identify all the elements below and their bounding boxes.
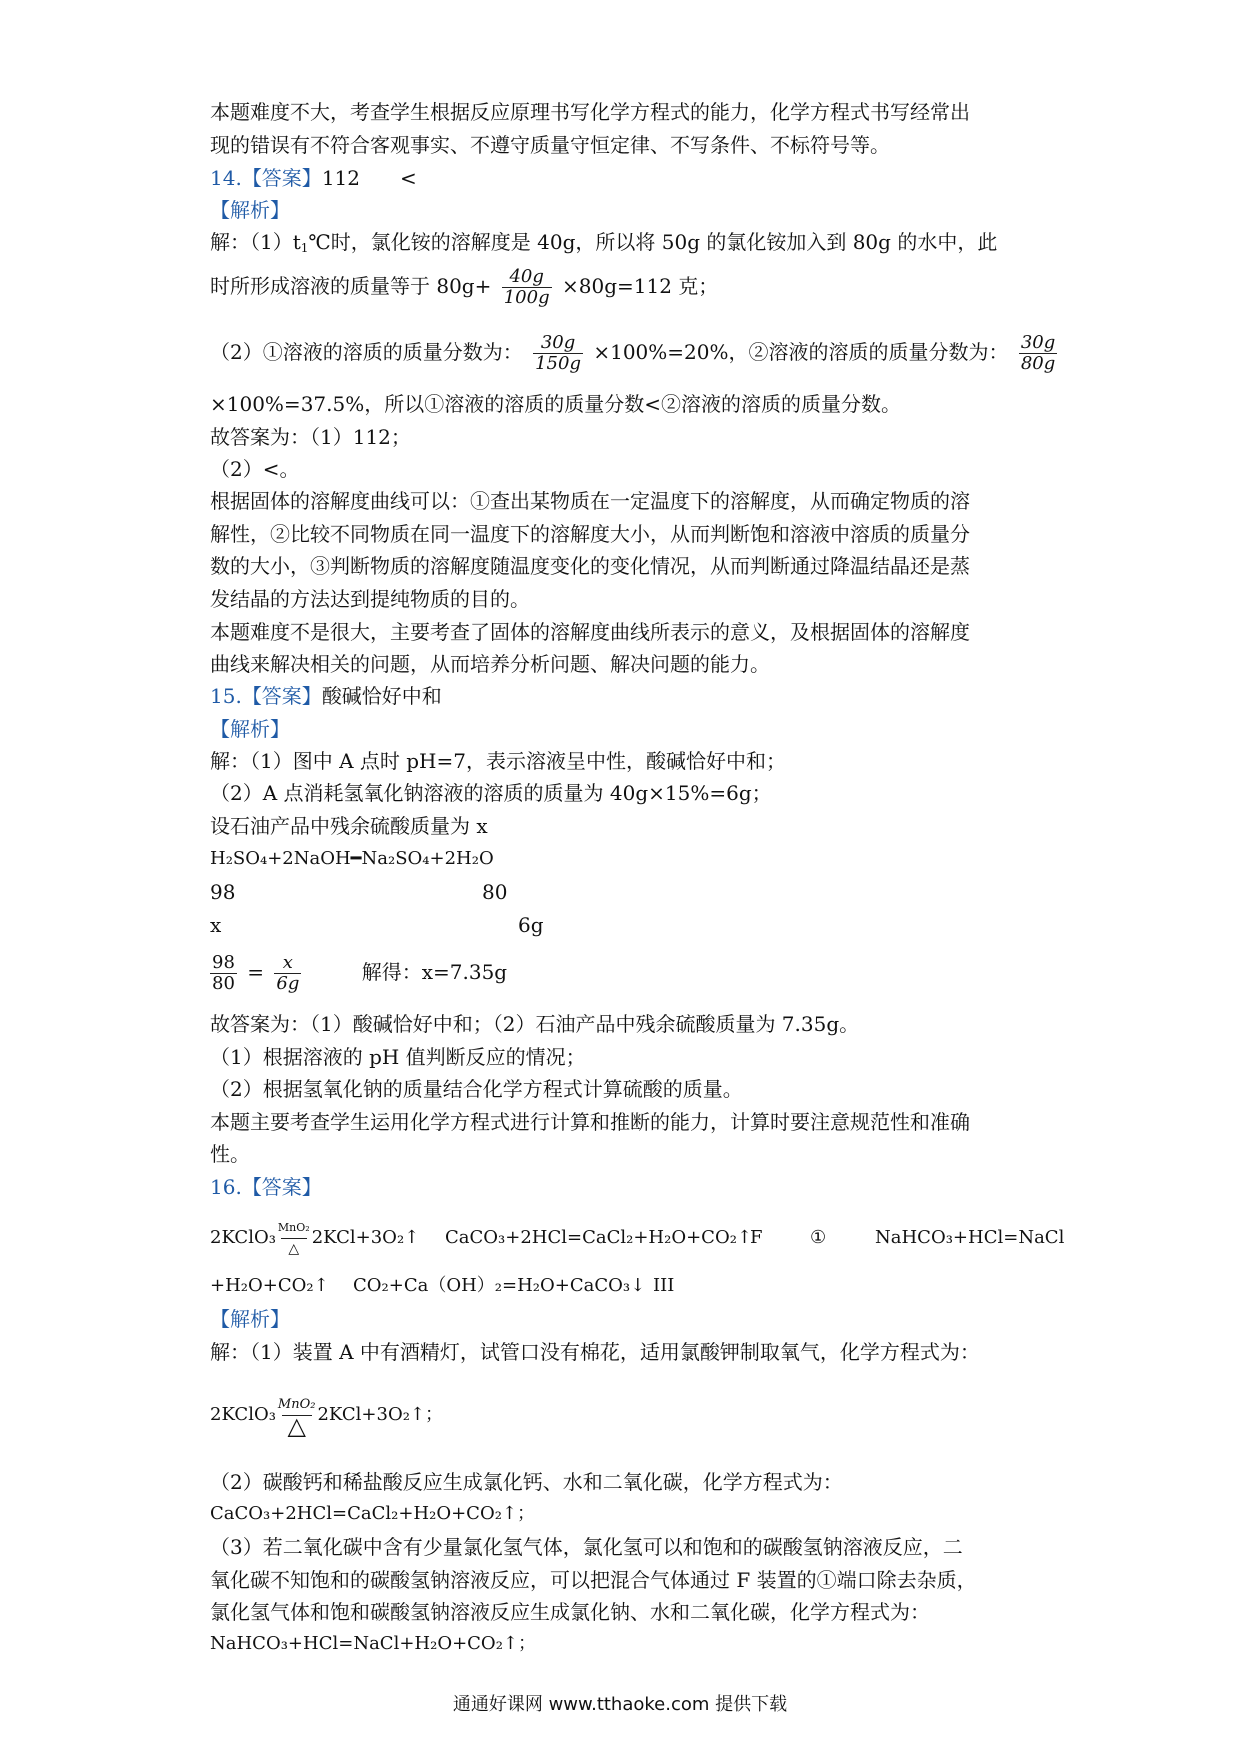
paragraph-line: （3）若二氧化碳中含有少量氯化氢气体，氯化氢可以和饱和的碳酸氢钠溶液反应，二 (210, 1535, 963, 1559)
fraction-numerator: 40g (502, 267, 552, 288)
fraction-denominator: 100g (503, 287, 550, 308)
paragraph-line: 解：（1）装置 A 中有酒精灯，试管口没有棉花，适用氯酸钾制取氧气，化学方程式为： (210, 1340, 980, 1364)
q16-answer-line (210, 1173, 1040, 1201)
reaction-condition (278, 1220, 310, 1257)
equation-part: CO₂+Ca（OH）₂=H₂O+CaCO₃↓ (353, 1275, 646, 1296)
paragraph-line (210, 262, 1040, 310)
ratio-left: x (210, 913, 222, 937)
heat-symbol: △ (288, 1240, 300, 1257)
text-span: ℃时，氯化铵的溶解度是 40g，所以将 50g 的氯化铵加入到 80g 的水中，此 (308, 230, 998, 254)
catalyst-label: MnO₂ (277, 1220, 310, 1234)
text-span: 时所形成溶液的质量等于 80g+ (210, 274, 492, 298)
answer-value: 112 < (321, 166, 417, 190)
paragraph-line: 现的错误有不符合客观事实、不遵守质量守恒定律、不写条件、不标符号等。 (210, 133, 890, 157)
answer-value: 酸碱恰好中和 (321, 684, 442, 708)
paragraph-line: （2）碳酸钙和稀盐酸反应生成氯化钙、水和二氧化碳，化学方程式为： (210, 1470, 843, 1494)
paragraph-line: 氧化碳不知饱和的碳酸氢钠溶液反应，可以把混合气体通过 F 装置的①端口除去杂质， (210, 1568, 977, 1592)
paragraph-line: 解：（1）图中 A 点时 pH=7，表示溶液呈中性，酸碱恰好中和； (210, 749, 786, 773)
ratio-right: 80 (482, 880, 508, 904)
paragraph-line: （2）<。 (210, 457, 300, 481)
question-number: 14. (210, 166, 242, 190)
fraction-numerator: 98 (212, 952, 235, 973)
paragraph-line: 解性，②比较不同物质在同一温度下的溶解度大小，从而判断饱和溶液中溶质的质量分 (210, 522, 970, 546)
text-span: ×80g=112 克； (561, 274, 719, 298)
fraction (502, 267, 552, 308)
fraction (210, 953, 237, 994)
proportion-line (210, 944, 1040, 1000)
text-span: 解：（1）t (210, 230, 301, 254)
fraction (274, 953, 301, 994)
solution-text: 解得：x=7.35g (361, 960, 508, 984)
paragraph-line: 本题难度不是很大，主要考查了固体的溶解度曲线所表示的意义，及根据固体的溶解度 (210, 620, 970, 644)
fraction-numerator: x (274, 953, 301, 974)
answer-tag: 【答案】 (241, 166, 322, 190)
equation-part: 2KClO₃ (210, 1404, 276, 1425)
answer-item: ① (810, 1227, 827, 1248)
text-span: ×100%=20%，②溶液的溶质的质量分数为： (593, 340, 1009, 364)
equation-part: CaCO₃+2HCl=CaCl₂+H₂O+CO₂↑ (445, 1227, 753, 1248)
ratio-right: 6g (518, 913, 544, 937)
paragraph-line: 曲线来解决相关的问题，从而培养分析问题、解决问题的能力。 (210, 652, 770, 676)
question-number: 16. (210, 1175, 242, 1199)
ratio-row (210, 911, 1040, 939)
ratio-left: 98 (210, 880, 236, 904)
q14-answer-line (210, 164, 1040, 192)
answer-tag: 【答案】 (241, 684, 322, 708)
fraction (1019, 333, 1057, 374)
equals-sign: = (247, 960, 265, 984)
paragraph-line: 数的大小，③判断物质的溶解度随温度变化的变化情况，从而判断通过降温结晶还是蒸 (210, 554, 970, 578)
reaction-condition (277, 1396, 316, 1440)
equation-part: 2KClO₃ (210, 1227, 276, 1248)
analysis-tag: 【解析】 (210, 1307, 290, 1331)
question-number: 15. (210, 684, 242, 708)
fraction-denominator: 6g (276, 973, 300, 994)
q15-answer-line (210, 682, 1040, 710)
fraction (533, 333, 583, 374)
heat-symbol: △ (287, 1411, 306, 1440)
answer-equations-line (210, 1212, 1065, 1264)
fraction-denominator: 80 (212, 973, 235, 994)
paragraph-line: 故答案为：（1）112； (210, 425, 411, 449)
paragraph-line: （1）根据溶液的 pH 值判断反应的情况； (210, 1045, 586, 1069)
catalyst-label: MnO₂ (277, 1396, 316, 1412)
paragraph-line: 本题难度不大，考查学生根据反应原理书写化学方程式的能力，化学方程式书写经常出 (210, 100, 970, 124)
ratio-row (210, 878, 1040, 906)
fraction-numerator: 30g (533, 333, 583, 354)
chemical-equation: CaCO₃+2HCl=CaCl₂+H₂O+CO₂↑； (210, 1503, 536, 1524)
subscript: 1 (300, 241, 309, 255)
paragraph-line: 氯化氢气体和饱和碳酸氢钠溶液反应生成氯化钠、水和二氧化碳，化学方程式为： (210, 1600, 930, 1624)
fraction-denominator: 80g (1020, 353, 1056, 374)
paragraph-line: 本题主要考查学生运用化学方程式进行计算和推断的能力，计算时要注意规范性和准确 (210, 1110, 970, 1134)
fraction-numerator: 30g (1020, 332, 1056, 353)
paragraph-line (210, 328, 1056, 376)
chemical-equation: H₂SO₄+2NaOH━Na₂SO₄+2H₂O (210, 848, 494, 869)
answer-equations-line (210, 1272, 1040, 1300)
paragraph-line: 根据固体的溶解度曲线可以：①查出某物质在一定温度下的溶解度，从而确定物质的溶 (210, 489, 970, 513)
answer-item: F (750, 1227, 763, 1248)
analysis-tag: 【解析】 (210, 717, 290, 741)
paragraph-line: ×100%=37.5%，所以①溶液的溶质的质量分数<②溶液的溶质的质量分数。 (210, 392, 901, 416)
chemical-equation (210, 1380, 1040, 1450)
paragraph-line: 设石油产品中残余硫酸质量为 x (210, 814, 488, 838)
paragraph-line: 故答案为：（1）酸碱恰好中和；（2）石油产品中残余硫酸质量为 7.35g。 (210, 1012, 860, 1036)
paragraph-line: 性。 (210, 1142, 250, 1166)
equation-part: +H₂O+CO₂↑ (210, 1275, 329, 1296)
analysis-tag: 【解析】 (210, 198, 290, 222)
page-footer: 通通好课网 www.tthaoke.com 提供下载 (452, 1694, 788, 1715)
paragraph-line: （2）根据氢氧化钠的质量结合化学方程式计算硫酸的质量。 (210, 1077, 743, 1101)
answer-item: III (653, 1275, 675, 1296)
equation-part: NaHCO₃+HCl=NaCl (875, 1227, 1065, 1248)
equation-part: 2KCl+3O₂↑； (317, 1404, 444, 1425)
paragraph-line: （2）A 点消耗氢氧化钠溶液的溶质的质量为 40g×15%=6g； (210, 781, 772, 805)
fraction-denominator: 150g (535, 353, 581, 374)
paragraph-line: 发结晶的方法达到提纯物质的目的。 (210, 587, 530, 611)
answer-tag: 【答案】 (241, 1175, 322, 1199)
text-span: （2）①溶液的溶质的质量分数为： (210, 340, 523, 364)
chemical-equation: NaHCO₃+HCl=NaCl+H₂O+CO₂↑； (210, 1633, 536, 1654)
equation-part: 2KCl+3O₂↑ (311, 1227, 420, 1248)
paragraph-line (210, 228, 1040, 262)
